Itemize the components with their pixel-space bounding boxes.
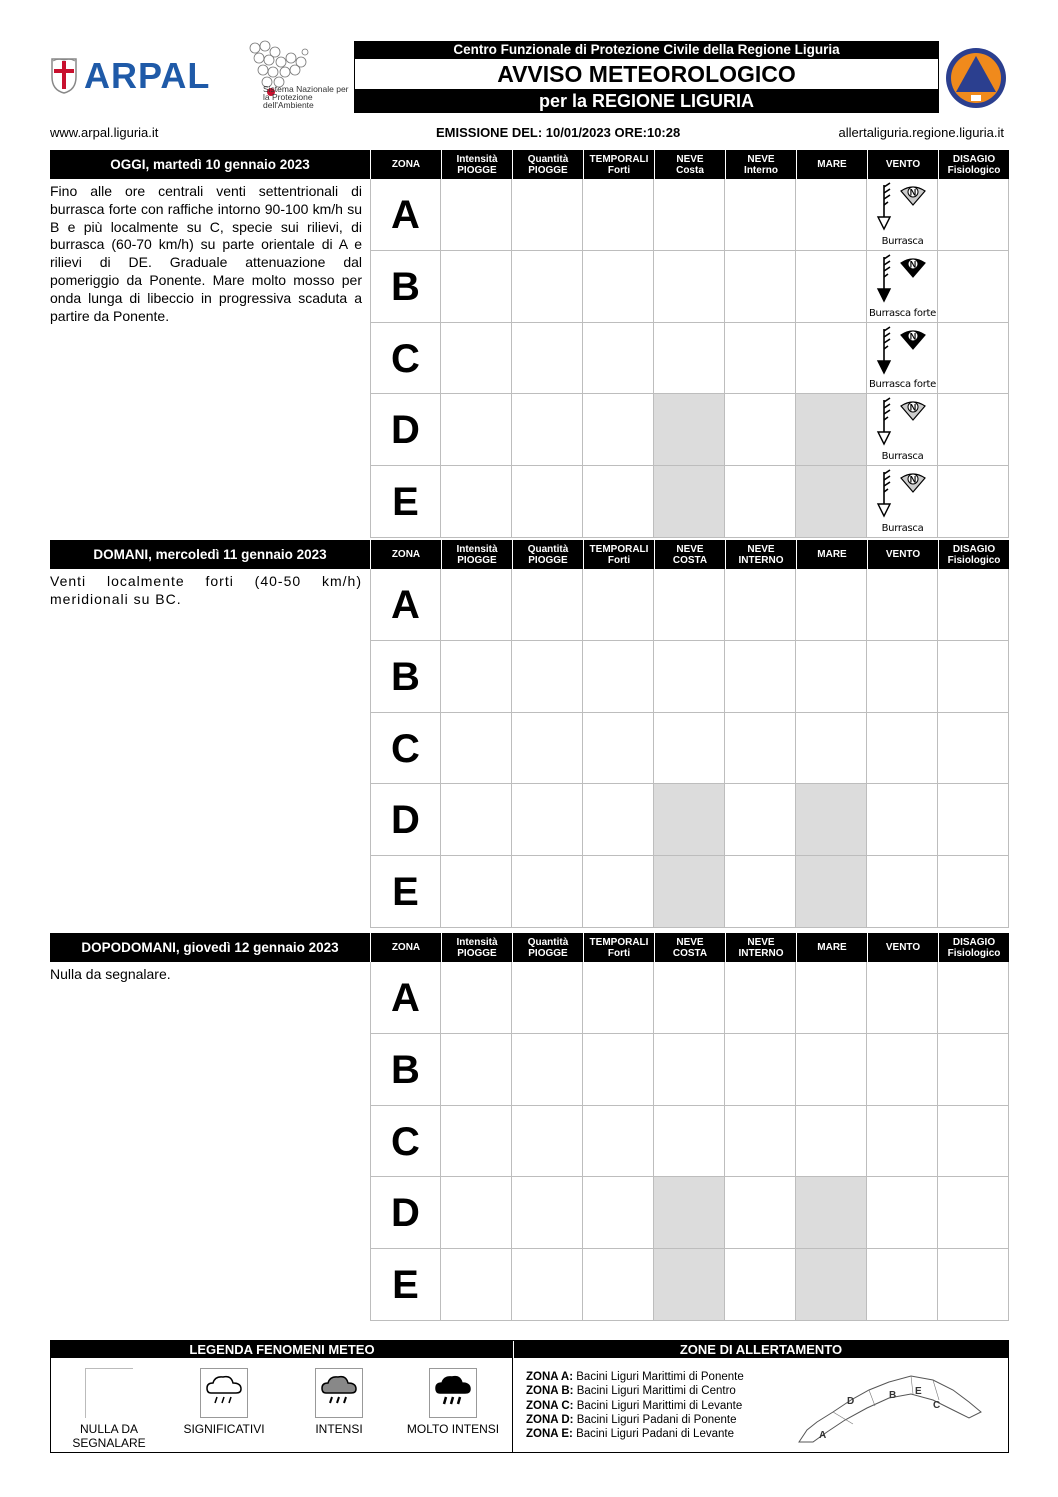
zone-row — [370, 784, 1009, 856]
forecast-cell — [654, 713, 725, 785]
title-line1: Centro Funzionale di Protezione Civile della Regione Liguria — [354, 41, 939, 59]
forecast-cell — [938, 394, 1009, 466]
forecast-cell — [583, 1106, 654, 1178]
forecast-cell — [512, 1249, 583, 1321]
forecast-cell — [725, 323, 796, 395]
forecast-cell — [867, 1106, 938, 1178]
zone-row — [370, 394, 1009, 466]
forecast-cell — [796, 1106, 867, 1178]
forecast-cell — [725, 784, 796, 856]
empty-box-icon — [85, 1368, 133, 1418]
column-header: TEMPORALI Forti — [583, 933, 654, 962]
forecast-cell — [654, 323, 725, 395]
zone-label: B — [370, 641, 441, 713]
column-header: VENTO — [867, 540, 938, 569]
zone-row — [370, 1034, 1009, 1106]
zone-desc: Bacini Liguri Padani di Ponente — [576, 1413, 737, 1426]
forecast-cell — [654, 251, 725, 323]
zone-entry — [526, 1399, 744, 1413]
zone-label: C — [370, 323, 441, 395]
zone-key: ZONA C: — [526, 1399, 574, 1412]
cloud-rain-medium-icon — [315, 1368, 363, 1418]
forecast-cell — [938, 1177, 1009, 1249]
column-header: ZONA — [370, 933, 441, 962]
protezione-civile-logo — [944, 46, 1008, 110]
zone-grid — [370, 179, 1009, 538]
forecast-cell — [867, 1177, 938, 1249]
legend-label: SIGNIFICATIVI — [183, 1422, 265, 1436]
forecast-cell — [512, 713, 583, 785]
column-header: VENTO — [867, 150, 938, 179]
snpa-logo — [245, 40, 355, 115]
forecast-cell — [938, 251, 1009, 323]
zone-label: A — [370, 179, 441, 251]
column-header: MARE — [796, 150, 867, 179]
zone-label: B — [370, 251, 441, 323]
forecast-cell — [938, 466, 1009, 538]
forecast-cell — [441, 1106, 512, 1178]
zones-title: ZONE DI ALLERTAMENTO — [513, 1341, 1008, 1358]
zone-label: E — [370, 466, 441, 538]
column-header: NEVE COSTA — [654, 540, 725, 569]
column-header: NEVE COSTA — [654, 933, 725, 962]
forecast-cell — [725, 1106, 796, 1178]
zone-row — [370, 251, 1009, 323]
column-header: NEVE INTERNO — [725, 933, 796, 962]
zone-key: ZONA D: — [526, 1413, 574, 1426]
forecast-cell — [583, 962, 654, 1034]
forecast-cell — [938, 962, 1009, 1034]
svg-text:N: N — [909, 259, 917, 270]
forecast-cell — [867, 1249, 938, 1321]
wind-cell — [867, 251, 938, 323]
cloud-rain-heavy-icon — [429, 1368, 477, 1418]
forecast-cell — [512, 569, 583, 641]
legend-box — [50, 1340, 1009, 1453]
forecast-cell — [867, 856, 938, 928]
legend-label: MOLTO INTENSI — [406, 1422, 500, 1436]
forecast-cell — [938, 784, 1009, 856]
wind-label: Burrasca forte — [868, 307, 936, 319]
forecast-cell — [583, 856, 654, 928]
forecast-cell — [583, 394, 654, 466]
forecast-cell — [583, 466, 654, 538]
zones-panel — [513, 1358, 1008, 1452]
forecast-cell — [583, 1249, 654, 1321]
forecast-cell — [796, 394, 867, 466]
forecast-cell — [512, 1034, 583, 1106]
forecast-cell — [512, 962, 583, 1034]
forecast-cell — [725, 466, 796, 538]
cloud-rain-light-icon — [200, 1368, 248, 1418]
forecast-cell — [441, 1034, 512, 1106]
forecast-cell — [654, 1034, 725, 1106]
column-header: NEVE Costa — [654, 150, 725, 179]
forecast-cell — [654, 466, 725, 538]
forecast-cell — [938, 323, 1009, 395]
column-header: Intensità PIOGGE — [441, 540, 512, 569]
column-header: Quantità PIOGGE — [512, 933, 583, 962]
forecast-cell — [796, 569, 867, 641]
zone-label: E — [370, 1249, 441, 1321]
forecast-cell — [512, 466, 583, 538]
forecast-cell — [867, 569, 938, 641]
forecast-cell — [796, 251, 867, 323]
day-block-after-tomorrow — [50, 933, 1009, 1321]
forecast-cell — [867, 962, 938, 1034]
liguria-shield-icon — [50, 57, 78, 95]
website-right: allertaliguria.regione.liguria.it — [838, 125, 1004, 140]
forecast-cell — [583, 1177, 654, 1249]
legend-item-significativi — [179, 1368, 269, 1436]
forecast-cell — [938, 1106, 1009, 1178]
forecast-cell — [725, 394, 796, 466]
forecast-cell — [725, 179, 796, 251]
wind-cell — [867, 323, 938, 395]
forecast-cell — [441, 784, 512, 856]
svg-text:N: N — [909, 187, 917, 198]
map-label-e: E — [915, 1386, 922, 1397]
svg-text:N: N — [909, 331, 917, 342]
legend-item-nulla — [65, 1368, 153, 1450]
column-header: DISAGIO Fisiologico — [938, 150, 1009, 179]
forecast-cell — [725, 1034, 796, 1106]
forecast-cell — [512, 323, 583, 395]
forecast-cell — [867, 784, 938, 856]
zone-key: ZONA A: — [526, 1371, 574, 1383]
forecast-cell — [725, 856, 796, 928]
column-header: MARE — [796, 540, 867, 569]
forecast-cell — [938, 569, 1009, 641]
forecast-cell — [441, 466, 512, 538]
legend-title: LEGENDA FENOMENI METEO — [51, 1341, 513, 1358]
forecast-cell — [583, 641, 654, 713]
forecast-text: Venti localmente forti (40-50 km/h) meridionali su BC. — [50, 573, 362, 607]
forecast-cell — [938, 1034, 1009, 1106]
zone-desc: Bacini Liguri Marittimi di Centro — [576, 1385, 736, 1398]
column-header: NEVE INTERNO — [725, 540, 796, 569]
forecast-cell — [654, 569, 725, 641]
zone-row — [370, 713, 1009, 785]
column-header: VENTO — [867, 933, 938, 962]
zone-row — [370, 1249, 1009, 1321]
wind-label: Burrasca — [881, 522, 924, 534]
legend-items — [51, 1358, 513, 1452]
zone-label: D — [370, 394, 441, 466]
day-header — [50, 150, 1009, 179]
forecast-cell — [512, 179, 583, 251]
emission-info: EMISSIONE DEL: 10/01/2023 ORE:10:28 — [436, 125, 681, 140]
forecast-cell — [796, 713, 867, 785]
map-label-b: B — [889, 1390, 897, 1401]
zone-row — [370, 179, 1009, 251]
forecast-cell — [796, 1034, 867, 1106]
column-header: TEMPORALI Forti — [583, 150, 654, 179]
forecast-cell — [796, 962, 867, 1034]
zone-entry — [526, 1370, 744, 1384]
zone-row — [370, 1177, 1009, 1249]
forecast-cell — [867, 641, 938, 713]
forecast-cell — [654, 1249, 725, 1321]
wind-label: Burrasca — [881, 451, 924, 463]
map-label-a: A — [819, 1430, 827, 1441]
forecast-cell — [725, 1177, 796, 1249]
forecast-cell — [867, 713, 938, 785]
column-header: MARE — [796, 933, 867, 962]
forecast-cell — [583, 251, 654, 323]
forecast-cell — [938, 1249, 1009, 1321]
column-header: ZONA — [370, 150, 441, 179]
day-block-tomorrow — [50, 540, 1009, 928]
forecast-cell — [725, 251, 796, 323]
zone-label: C — [370, 713, 441, 785]
forecast-cell — [725, 1249, 796, 1321]
forecast-cell — [938, 179, 1009, 251]
forecast-cell — [725, 569, 796, 641]
forecast-cell — [441, 323, 512, 395]
legend-item-molto-intensi — [403, 1368, 503, 1436]
column-header: TEMPORALI Forti — [583, 540, 654, 569]
forecast-cell — [441, 179, 512, 251]
zone-label: B — [370, 1034, 441, 1106]
arpal-wordmark: ARPAL — [84, 55, 211, 96]
legend-label: NULLA DA SEGNALARE — [72, 1422, 146, 1450]
forecast-cell — [725, 962, 796, 1034]
forecast-cell — [654, 1106, 725, 1178]
forecast-cell — [654, 962, 725, 1034]
forecast-cell — [796, 1177, 867, 1249]
day-block-today — [50, 150, 1009, 538]
zone-entry — [526, 1384, 744, 1398]
wind-label: Burrasca forte — [868, 379, 936, 391]
title-box — [354, 41, 939, 113]
forecast-cell — [938, 856, 1009, 928]
forecast-cell — [512, 251, 583, 323]
arpal-logo — [50, 55, 215, 97]
column-header: Intensità PIOGGE — [441, 150, 512, 179]
forecast-cell — [654, 784, 725, 856]
zone-row — [370, 856, 1009, 928]
zone-desc: Bacini Liguri Marittimi di Ponente — [576, 1371, 744, 1383]
zone-row — [370, 323, 1009, 395]
zone-label: A — [370, 962, 441, 1034]
wind-cell — [867, 394, 938, 466]
forecast-cell — [796, 1249, 867, 1321]
forecast-cell — [796, 323, 867, 395]
zone-grid — [370, 962, 1009, 1321]
forecast-cell — [441, 569, 512, 641]
forecast-text: Fino alle ore centrali venti settentrionali di burrasca forte con raffiche intorno 90-100 km/h su B e più localmente su C, specie sui rilievi, di burrasca (60-70 km/h) su parte orientale di A e rilievi di DE. Graduale attenuazione dal pomeriggio da Ponente. Mare molto mosso per onda lunga di libeccio in progressiva scaduta a partire da Ponente. — [50, 183, 362, 324]
forecast-text: Nulla da segnalare. — [50, 966, 171, 982]
forecast-cell — [512, 1177, 583, 1249]
zone-grid — [370, 569, 1009, 928]
forecast-cell — [654, 641, 725, 713]
forecast-cell — [583, 569, 654, 641]
zone-row — [370, 1106, 1009, 1178]
column-header: ZONA — [370, 540, 441, 569]
forecast-cell — [441, 394, 512, 466]
forecast-cell — [796, 856, 867, 928]
day-title: DOMANI, mercoledì 11 gennaio 2023 — [50, 540, 370, 569]
zone-desc: Bacini Liguri Padani di Levante — [576, 1428, 734, 1441]
forecast-cell — [512, 394, 583, 466]
zone-label: D — [370, 784, 441, 856]
zone-row — [370, 569, 1009, 641]
zones-list — [526, 1370, 744, 1441]
liguria-map — [793, 1360, 993, 1450]
forecast-cell — [725, 641, 796, 713]
forecast-cell — [796, 466, 867, 538]
forecast-cell — [441, 713, 512, 785]
wind-cell — [867, 179, 938, 251]
snpa-text: Sistema Nazionale per la Protezione dell'Ambiente — [263, 84, 349, 110]
day-title: DOPODOMANI, giovedì 12 gennaio 2023 — [50, 933, 370, 962]
forecast-cell — [512, 856, 583, 928]
forecast-cell — [796, 179, 867, 251]
zone-key: ZONA E: — [526, 1428, 573, 1441]
forecast-cell — [512, 641, 583, 713]
column-header: Intensità PIOGGE — [441, 933, 512, 962]
forecast-cell — [654, 179, 725, 251]
forecast-cell — [441, 856, 512, 928]
forecast-cell — [583, 713, 654, 785]
forecast-cell — [938, 641, 1009, 713]
forecast-cell — [796, 784, 867, 856]
title-line2: AVVISO METEOROLOGICO — [354, 59, 939, 89]
svg-text:N: N — [909, 474, 917, 485]
column-header: Quantità PIOGGE — [512, 540, 583, 569]
forecast-cell — [654, 1177, 725, 1249]
forecast-cell — [938, 713, 1009, 785]
forecast-cell — [512, 1106, 583, 1178]
forecast-cell — [441, 962, 512, 1034]
forecast-cell — [583, 323, 654, 395]
forecast-cell — [441, 251, 512, 323]
forecast-cell — [867, 1034, 938, 1106]
title-line3: per la REGIONE LIGURIA — [354, 89, 939, 113]
column-header: DISAGIO Fisiologico — [938, 540, 1009, 569]
map-label-c: C — [933, 1400, 941, 1411]
svg-text:N: N — [909, 402, 917, 413]
column-header: DISAGIO Fisiologico — [938, 933, 1009, 962]
forecast-cell — [441, 1177, 512, 1249]
zone-key: ZONA B: — [526, 1385, 574, 1398]
column-header: Quantità PIOGGE — [512, 150, 583, 179]
forecast-cell — [583, 1034, 654, 1106]
zone-label: D — [370, 1177, 441, 1249]
zone-row — [370, 466, 1009, 538]
zone-label: A — [370, 569, 441, 641]
forecast-cell — [654, 856, 725, 928]
day-title: OGGI, martedì 10 gennaio 2023 — [50, 150, 370, 179]
wind-label: Burrasca — [881, 235, 924, 247]
forecast-cell — [654, 394, 725, 466]
website-left: www.arpal.liguria.it — [50, 125, 159, 140]
legend-item-intensi — [299, 1368, 379, 1436]
day-header — [50, 933, 1009, 962]
forecast-cell — [725, 713, 796, 785]
legend-label: INTENSI — [315, 1422, 363, 1436]
forecast-cell — [441, 1249, 512, 1321]
forecast-cell — [512, 784, 583, 856]
zone-row — [370, 641, 1009, 713]
wind-cell — [867, 466, 938, 538]
forecast-cell — [583, 784, 654, 856]
zone-entry — [526, 1427, 744, 1441]
map-label-d: D — [847, 1396, 855, 1407]
forecast-cell — [583, 179, 654, 251]
zone-desc: Bacini Liguri Marittimi di Levante — [576, 1399, 743, 1412]
zone-label: C — [370, 1106, 441, 1178]
day-header — [50, 540, 1009, 569]
forecast-cell — [441, 641, 512, 713]
zone-label: E — [370, 856, 441, 928]
forecast-cell — [796, 641, 867, 713]
zone-row — [370, 962, 1009, 1034]
column-header: NEVE Interno — [725, 150, 796, 179]
zone-entry — [526, 1413, 744, 1427]
